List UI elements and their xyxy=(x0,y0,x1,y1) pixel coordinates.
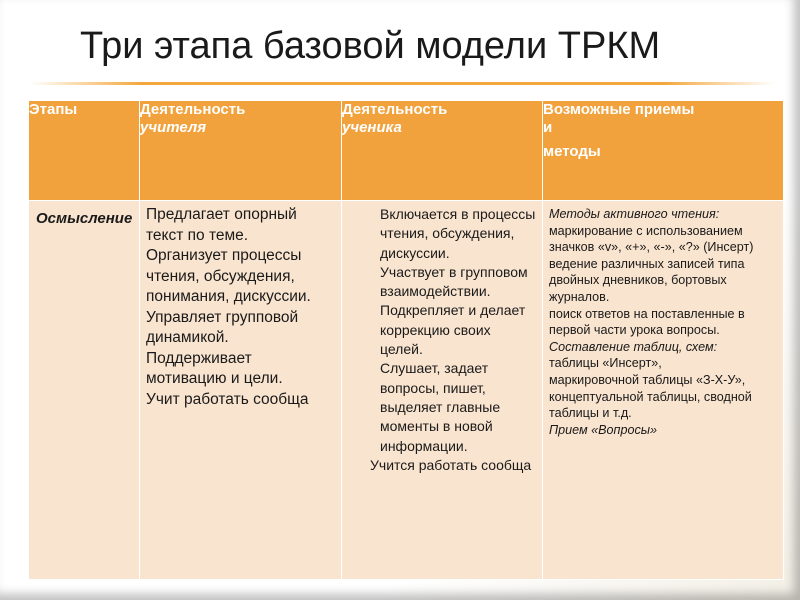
methods-tables-text-1: таблицы «Инсерт», xyxy=(549,356,662,371)
header-student-line2: ученика xyxy=(342,119,402,136)
slide-title: Три этапа базовой модели ТРКМ xyxy=(80,25,661,67)
student-item: Слушает, задает вопросы, пишет, выделяет главные моменты в новой информации. xyxy=(380,360,501,454)
header-methods-line1: Возможные приемы xyxy=(543,101,695,118)
methods-cell xyxy=(543,201,784,580)
methods-records-text: ведение различных записей типа двойных дневников, бортовых журналов. xyxy=(549,256,745,304)
stages-table xyxy=(28,100,784,580)
header-student-activity xyxy=(342,101,543,201)
teacher-item: Учит работать сообща xyxy=(146,390,309,408)
header-teacher-line1: Деятельность xyxy=(140,101,246,118)
teacher-item: Управляет групповой динамикой. xyxy=(146,308,299,346)
student-item: Учится работать сообща xyxy=(370,456,532,473)
methods-active-reading-heading: Методы активного чтения: xyxy=(549,207,720,221)
teacher-item: Поддерживает мотивацию и цели. xyxy=(146,349,283,387)
header-methods xyxy=(543,101,784,201)
header-teacher-line2: учителя xyxy=(140,119,207,136)
methods-questions-text: Прием «Вопросы» xyxy=(549,422,658,437)
title-underline xyxy=(30,82,775,85)
student-cell xyxy=(342,201,543,580)
teacher-item: Организует процессы чтения, обсуждения, понимания, дискуссии. xyxy=(146,247,311,305)
table-row xyxy=(29,201,784,580)
header-methods-line2: и xyxy=(543,119,553,136)
stage-cell xyxy=(29,201,140,580)
student-item: Включается в процессы чтения, обсуждения, дискуссии. xyxy=(380,206,536,261)
methods-tables-heading: Составление таблиц, схем: xyxy=(549,339,718,354)
teacher-item: Предлагает опорный текст по теме. xyxy=(146,206,297,244)
student-item: Подкрепляет и делает коррекцию своих целей. xyxy=(380,302,526,358)
teacher-cell xyxy=(140,201,342,580)
stage-name: Осмысление xyxy=(36,210,133,227)
methods-search-text: поиск ответов на поставленные в первой части урока вопросы. xyxy=(549,306,745,338)
methods-tables-text-2: маркировочной таблицы «З-Х-У», xyxy=(549,372,746,387)
student-item: Участвует в групповом взаимодействии. xyxy=(380,263,528,300)
header-stages-label: Этапы xyxy=(29,101,78,118)
header-stages xyxy=(29,101,140,201)
header-teacher-activity xyxy=(140,101,342,201)
header-student-line1: Деятельность xyxy=(342,101,448,118)
methods-active-reading-text: маркирование с использованием значков «v», «+», «-», «?» (Инсерт) xyxy=(549,223,754,255)
methods-tables-text-3: концептуальной таблицы, сводной таблицы и т.д. xyxy=(549,389,752,421)
table-header-row xyxy=(29,101,784,201)
header-methods-line3: методы xyxy=(543,143,601,160)
